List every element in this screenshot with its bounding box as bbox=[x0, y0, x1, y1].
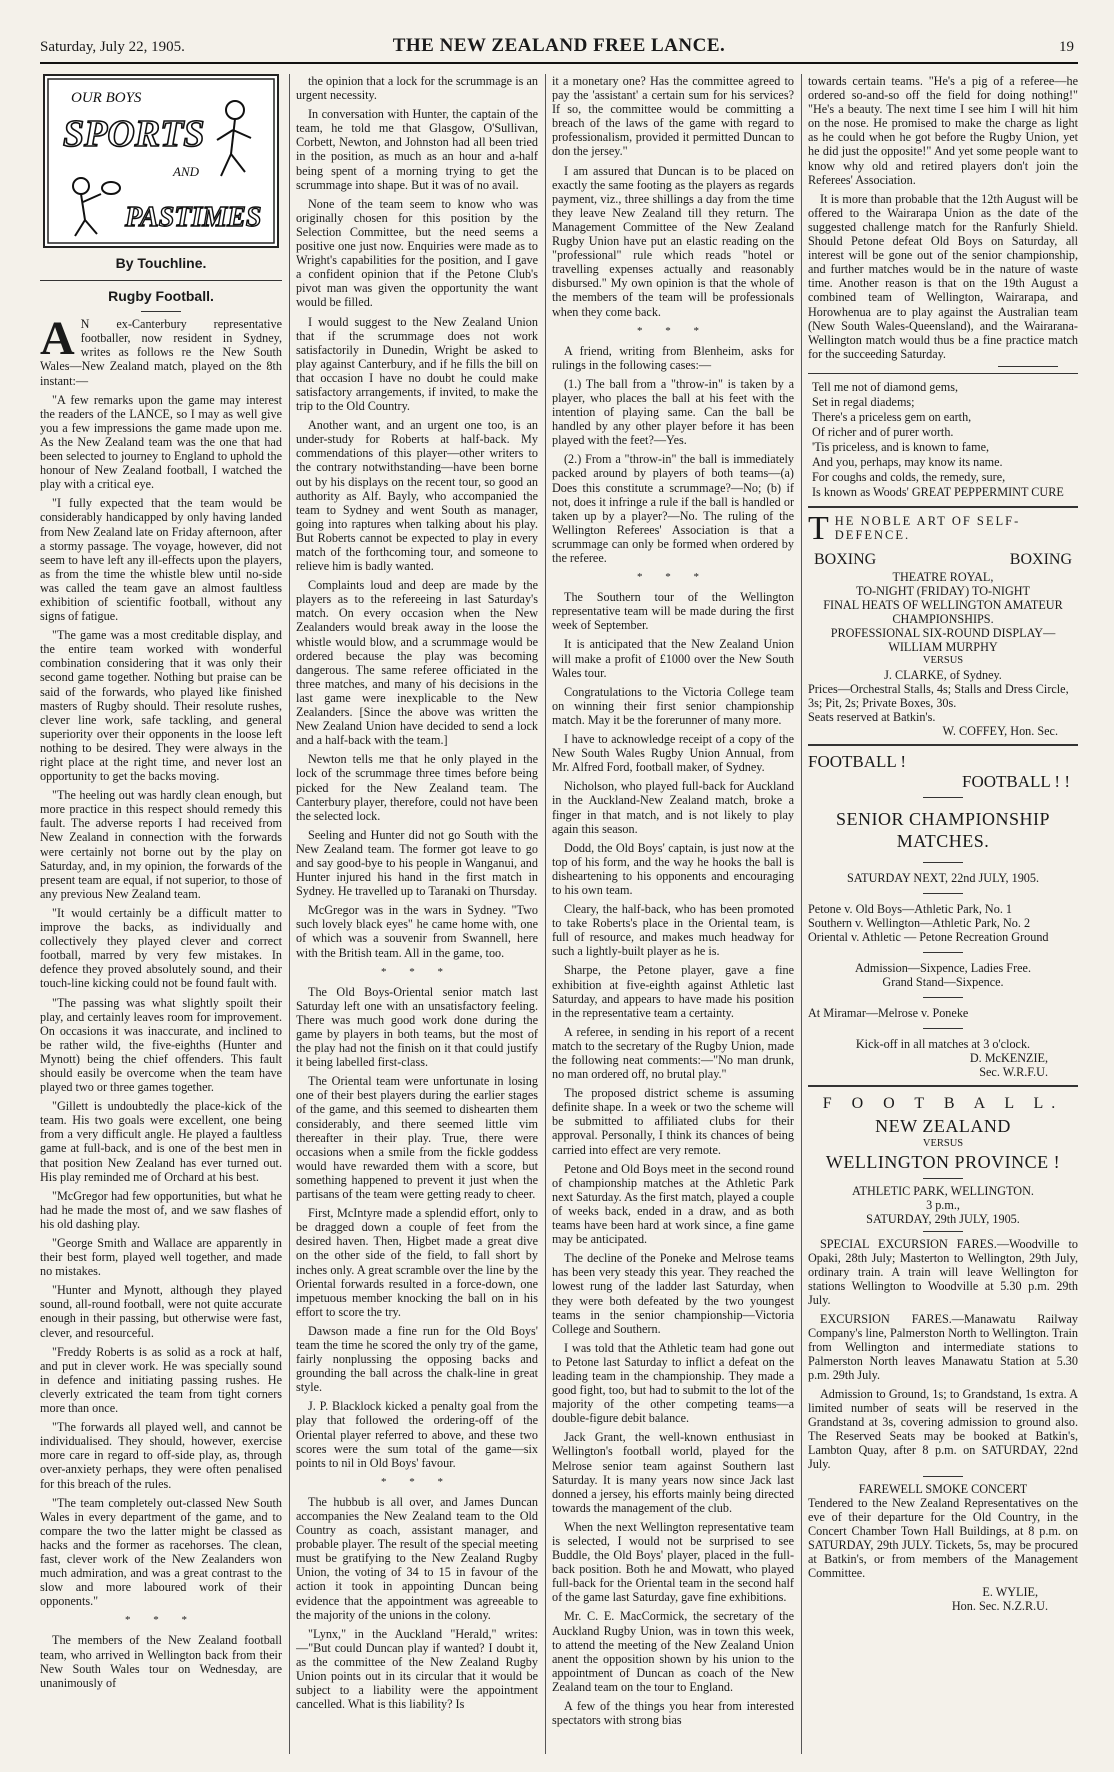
short-divider bbox=[923, 797, 963, 798]
boxing-secretary: W. COFFEY, Hon. Sec. bbox=[942, 723, 1058, 738]
paragraph: Nicholson, who played full-back for Auckland in the Auckland-New Zealand match, broke a finger in that match, and is not likely to play again this season. bbox=[552, 779, 794, 836]
section-heading: Rugby Football. bbox=[108, 288, 214, 305]
column-3 bbox=[552, 74, 794, 1754]
boxing-banner: BOXING BOXING bbox=[814, 550, 1072, 568]
column-4 bbox=[808, 74, 1078, 1754]
short-divider bbox=[923, 1476, 963, 1477]
boxing-venue: THEATRE ROYAL, bbox=[892, 569, 994, 584]
paragraph: "Freddy Roberts is as solid as a rock at half, and put in clever work. He was specially sound in defence and initiating passing rushes. He cleverly extricated the team from tight corners more than once. bbox=[40, 1344, 282, 1416]
paragraph: Seeling and Hunter did not go South with the New Zealand team. The former got leave to go and say good-bye to his people in Wanganui, and Hunter injured his hand in the first match in Sydney. He travelled up to Taranaki on Thursday. bbox=[296, 827, 538, 899]
paragraph: A few of the things you hear from interested spectators with strong bias bbox=[552, 1699, 794, 1728]
logo-bottom-text: PASTIMES bbox=[125, 202, 262, 233]
paragraph: A referee, in sending in his report of a recent match to the secretary of the Rugby Union, made the following neat comments:—"No man drunk, no man ordered off, no brutal play." bbox=[552, 1024, 794, 1082]
short-divider bbox=[923, 997, 963, 998]
paragraph: towards certain teams. "He's a pig of a referee—he ordered so-and-so off the field for doing nothing!" "He's a beauty. The next time I see him I will hit him on the nose. He promised to make the charge as light as he could when he got before the Rugby Union, yet he did just the opposite!" And yet some people want to know why old and retired players don't join the Referees' Association. bbox=[808, 74, 1078, 187]
paragraph: (2.) From a "throw-in" the ball is immediately packed around by players of both teams—(a) Does this constitute a scrummage?—No; (b) if not, does it infringe a rule if the ball is handled or taken up by a player?—No. The ruling of the Wellington Referees' Association is that a scrummage can only be formed when ordered by the referee. bbox=[552, 452, 794, 565]
fixture: Oriental v. Athletic — Petone Recreation Ground bbox=[808, 929, 1049, 944]
football-heading: F O O T B A L L. bbox=[822, 1094, 1064, 1112]
nz-v-wellington-advert bbox=[808, 1093, 1078, 1613]
paragraph: I would suggest to the New Zealand Union that if the scrummage does not work satisfactorily in Dunedin, Wright be asked to play against Canterbury, and if he fills the bill on that occasion I have no doubt he could make satisfactory arrangements, if invited, to make the trip to the Old Country. bbox=[296, 314, 538, 414]
logo-main-text: SPORTS bbox=[63, 113, 205, 155]
smoke-concert-title: FAREWELL SMOKE CONCERT bbox=[858, 1481, 1028, 1496]
smoke-concert-body: Tendered to the New Zealand Representatives on the eve of their departure for the Old Country, in the Concert Chamber Town Hall Buildings, at 8 p.m. on SATURDAY, 29th JULY. Tickets, 5s, may be procured at Batkin's, or from members of the Management Committee. bbox=[808, 1495, 1078, 1580]
column-divider bbox=[289, 74, 290, 1754]
paragraph: It is anticipated that the New Zealand Union will make a profit of £1000 over the New South Wales tour. bbox=[552, 637, 794, 680]
miramar-fixture: At Miramar—Melrose v. Poneke bbox=[808, 1005, 969, 1020]
short-divider bbox=[923, 893, 963, 894]
poem-line: Tell me not of diamond gems, bbox=[812, 379, 959, 394]
star-separator: * * * bbox=[637, 571, 709, 584]
match-date: SATURDAY, 29th JULY, 1905. bbox=[866, 1211, 1020, 1226]
paragraph: I have to acknowledge receipt of a copy of the New South Wales Rugby Union Annual, from Mr. Alfred Ford, football maker, of Sydney. bbox=[552, 732, 794, 775]
kickoff: Kick-off in all matches at 3 o'clock. bbox=[855, 1036, 1031, 1051]
paragraph: I was told that the Athletic team had gone out to Petone last Saturday to inflict a defeat on the leading team in the championship. They made a good fight, too, but had to submit to the lot of the majority of the other competing teams—a double-figure debit balance. bbox=[552, 1340, 794, 1426]
paragraph: Dawson made a fine run for the Old Boys' team the time he scored the only try of the game, fairly nonplussing the opposing backs and grounding the ball across the chalk-line in great style. bbox=[296, 1323, 538, 1395]
excursion-fares: EXCURSION FARES.—Manawatu Railway Company's line, Palmerston North to Wellington. Train from Wellington and intermediate stations to Palmerston North leaves Manawatu Station at 5.30 p.m. 29th July. bbox=[808, 1311, 1078, 1382]
article-rugby bbox=[40, 312, 282, 1690]
boxing-pro: PROFESSIONAL SIX-ROUND DISPLAY— bbox=[830, 625, 1056, 640]
lead-paragraph: A N ex-Canterbury representative footballer, now resident in Sydney, writes as follows re the New South Wales—New Zealand match, played on the 8th instant:— bbox=[40, 312, 282, 388]
paragraph: "The heeling out was hardly clean enough, but more practice in this respect should remedy this fault. The adverse reports I had received from New Zealand in connection with the forwards were certainly not borne out by the play on Saturday, and, in my opinion, the forwards of the present team are equal, if not superior, to those of any previous New Zealand team. bbox=[40, 788, 282, 901]
match-team-2: WELLINGTON PROVINCE ! bbox=[825, 1151, 1061, 1172]
peppermint-cure-advert bbox=[812, 380, 1078, 500]
paragraph: None of the team seem to know who was originally chosen for this position by the Selection Committee, but the need seems a positive one just now. Enquiries were made as to Wright's capabilities for the position, and I gave a confident opinion that if the Petone Club's pivot man was given the opportunity the want would be filled. bbox=[296, 196, 538, 310]
paragraph: "The team completely out-classed New South Wales in every department of the game, and to compare the two the latter might be classed as hacks and the former as racehorses. The clean, fast, clever work of the New Zealanders won much admiration, and was a great contrast to the slow and more laboured work of their opponents." bbox=[40, 1495, 282, 1609]
paragraph: "It would certainly be a difficult matter to improve the backs, as individually and collectively they played clever and correct football, marred by very few mistakes. In defence they proved absolutely sound, and their touch-line kicking could not be found fault with. bbox=[40, 905, 282, 991]
drop-cap: T bbox=[808, 509, 829, 547]
paragraph: Newton tells me that he only played in the lock of the scrummage three times before being picked for the New Zealand team. The Canterbury player, therefore, could not have been the selected lock. bbox=[296, 752, 538, 823]
paragraph: Mr. C. E. MacCormick, the secretary of the Auckland Rugby Union, was in town this week, to attend the meeting of the New Zealand Union anent the opposition shown by his union to the appointment of Duncan as coach of the New Zealand team on the tour to England. bbox=[552, 1609, 794, 1694]
paragraph: When the next Wellington representative team is selected, I would not be surprised to see Buddle, the Old Boys' player, placed in the full-back position. Both he and Mowatt, who played full-back for the Oriental team in the second half of the game last Saturday, gave fine exhibitions. bbox=[552, 1519, 794, 1605]
divider bbox=[808, 744, 1078, 746]
championship-subtitle: MATCHES. bbox=[896, 830, 990, 851]
paragraph: Congratulations to the Victoria College team on winning their first senior championship match. May it be the forerunner of many more. bbox=[552, 684, 794, 727]
match-time: 3 p.m., bbox=[926, 1197, 960, 1212]
paragraph: Jack Grant, the well-known enthusiast in Wellington's football world, played for the Melrose senior team against Southern last Saturday. It is many years now since Jack last donned a jersey, his efforts mainly being directed towards the management of the club. bbox=[552, 1430, 794, 1515]
short-divider bbox=[923, 862, 963, 863]
poem-line: For coughs and colds, the remedy, sure, bbox=[812, 469, 1006, 484]
match-venue: ATHLETIC PARK, WELLINGTON. bbox=[852, 1183, 1034, 1198]
short-divider bbox=[141, 311, 181, 312]
divider bbox=[808, 373, 1078, 374]
football-banner-left: FOOTBALL ! bbox=[808, 751, 907, 771]
paragraph: The members of the New Zealand football team, who arrived in Wellington back from their New South Wales tour on Wednesday, are unanimously of bbox=[40, 1633, 282, 1690]
short-divider bbox=[923, 952, 963, 953]
byline: By Touchline. bbox=[115, 255, 207, 271]
column-divider bbox=[545, 74, 546, 1754]
fixture: Southern v. Wellington—Athletic Park, No. 2 bbox=[808, 915, 1031, 930]
paragraph: Cleary, the half-back, who has been promoted to take Roberts's place in the Oriental team, is full of resource, and makes much headway for such a lightly-built player as he is. bbox=[552, 902, 794, 959]
paragraph: In conversation with Hunter, the captain of the team, he told me that Glasgow, O'Sullivan, Corbett, Newton, and Johnston had all been tried in the position, as much as an hour and a-half being spent of a morning trying to get the scrummage into shape. But it was of no avail. bbox=[296, 107, 538, 192]
paragraph: Complaints loud and deep are made by the players as to the refereeing in last Saturday's match. On every occasion when the New Zealanders would break away in the loose the whistle would blow, and a scrummage would be ordered because the play was becoming dangerous. The same referee officiated in the three matches, and many of his decisions in the last game were inexplicable to the New Zealanders. [Since the above was written the New Zealand Union have decided to send a lock and a half-back with the team.] bbox=[296, 578, 538, 748]
paragraph: Sharpe, the Petone player, gave a fine exhibition at five-eighth against Athletic last Saturday, and appears to have made his position in the representative team a certainty. bbox=[552, 963, 794, 1020]
paragraph: "McGregor had few opportunities, but what he had he made the most of, and we saw flashes of his old dashing play. bbox=[40, 1188, 282, 1231]
paragraph: "George Smith and Wallace are apparently in their best form, played well together, and made no mistakes. bbox=[40, 1236, 282, 1279]
poem-line: 'Tis priceless, and is known to fame, bbox=[812, 439, 990, 454]
paragraph: Petone and Old Boys meet in the second round of championship matches at the Athletic Park next Saturday. As the first match, played a couple of weeks back, ended in a draw, and as both teams have been hard at work since, a fine game may be anticipated. bbox=[552, 1161, 794, 1247]
championship-title: SENIOR CHAMPIONSHIP bbox=[835, 808, 1051, 829]
paragraph: "A few remarks upon the game may interest the readers of the LANCE, so I may as well give you a few impressions the game made upon me. As the New Zealand team was the one that had been selected to journey to England to uphold the honour of New Zealand football, I watched the play with a critical eye. bbox=[40, 392, 282, 492]
paragraph: The Old Boys-Oriental senior match last Saturday left one with an unsatisfactory feeling. There was much good work done during the game by players in both teams, but the most of the play had not the finish on it that could justify it being labelled first-class. bbox=[296, 984, 538, 1070]
issue-date: Saturday, July 22, 1905. bbox=[40, 39, 185, 55]
paragraph: "The forwards all played well, and cannot be individualised. They should, however, exercise more care in regard to off-side play, as, through over-anxiety perhaps, they were often penalised for this breach of the rules. bbox=[40, 1420, 282, 1491]
paragraph: Another want, and an urgent one too, is an under-study for Roberts at half-back. My commendations of this player—other writers to the contrary notwithstanding—have been borne out by his displays on the recent tour, so good an authority as Alf. Bayly, who accompanied the team to Sydney and went South as manager, going into raptures when talking about his play. But Roberts cannot be expected to play in every match of the forthcoming tour, and someone to relieve him is badly wanted. bbox=[296, 418, 538, 574]
paragraph: Dodd, the Old Boys' captain, is just now at the top of his form, and the way he hooks the ball is disheartening to his opponents and encouraging to his own team. bbox=[552, 840, 794, 897]
admission: Admission—Sixpence, Ladies Free. bbox=[854, 960, 1031, 975]
paragraph: J. P. Blacklock kicked a penalty goal from the play that followed the ordering-off of the Oriental player referred to above, and these two scores were the sum total of the game—six points to nil in Old Boys' favour. bbox=[296, 1399, 538, 1470]
masthead bbox=[40, 36, 1078, 64]
poem-line: Of richer and of purer worth. bbox=[812, 424, 954, 439]
paragraph: I am assured that Duncan is to be placed on exactly the same footing as the players as regards payment, viz., three shillings a day from the time they leave New Zealand till they return. The Management Committee of the New Zealand Rugby Union have put an elastic reading on the "professional" rule which reads "hotel or travelling expenses actually and reasonably disbursed." My own opinion is that the whole of the members of the team will be professionals when they come back. bbox=[552, 163, 794, 319]
grand-stand: Grand Stand—Sixpence. bbox=[882, 974, 1004, 989]
short-divider bbox=[998, 366, 1058, 367]
paragraph: A friend, writing from Blenheim, asks for rulings in the following cases:— bbox=[552, 343, 794, 372]
boxing-seats: Seats reserved at Batkin's. bbox=[808, 709, 936, 724]
paragraph: the opinion that a lock for the scrummage is an urgent necessity. bbox=[296, 74, 538, 103]
divider bbox=[40, 280, 282, 281]
boxing-advert bbox=[808, 509, 1078, 738]
paragraph: It is more than probable that the 12th August will be offered to the Wairarapa Union as the date of the suggested challenge match for the Ranfurly Shield. Should Petone defeat Old Boys on Saturday, all interest will be gone out of the senior championship, and further matches would be in the nature of waste time. Another reason is that on the 19th August a combined team of Wellington, Wairarapa, and Horowhenua are to play against the Australian team (New South Wales-Queensland), and the Wairarana-Wellington match would thus be a fine practice match for the succeeding Saturday. bbox=[808, 191, 1078, 361]
excursion-fares: SPECIAL EXCURSION FARES.—Woodville to Opaki, 28th July; Masterton to Wellington, 29th July, ordinary train. A train will leave Wellington for stations Wellington to Woodville at 5.30 p.m. 29th July. bbox=[808, 1236, 1078, 1307]
secretary-title: Sec. W.R.F.U. bbox=[979, 1064, 1048, 1079]
paragraph: The hubbub is all over, and James Duncan accompanies the New Zealand team to the Old Country as coach, assistant manager, and probable player. The result of the special meeting must be gratifying to the New Zealand Rugby Union, the voting of 34 to 15 in favour of the action it took in appointing Duncan being evidence that the appointment was agreeable to the majority of the unions in the colony. bbox=[296, 1494, 538, 1622]
divider bbox=[808, 506, 1078, 508]
paragraph: The Oriental team were unfortunate in losing one of their best players during the earlier stages of the game, and this seemed to dishearten them considerably, and there seemed little vim thereafter in their play. True, there were occasions when a smile from the fickle goddess would have rewarded them with a score, but something happened to prevent it just when the partisans of the team were getting ready to cheer. bbox=[296, 1074, 538, 1202]
column-divider bbox=[801, 74, 802, 1754]
boxing-fighter-2: J. CLARKE, of Sydney. bbox=[884, 667, 1002, 682]
poem-line: There's a priceless gem on earth, bbox=[812, 409, 972, 424]
secretary-title: Hon. Sec. N.Z.R.U. bbox=[951, 1598, 1048, 1613]
boxing-versus: VERSUS bbox=[922, 654, 964, 666]
newspaper-title: THE NEW ZEALAND FREE LANCE. bbox=[392, 35, 726, 56]
logo-top-text: OUR BOYS bbox=[71, 90, 142, 106]
paragraph: McGregor was in the wars in Sydney. "Two such lovely black eyes" he came home with, one of which was a souvenir from Swannell, here with the British team. All in the game, too. bbox=[296, 903, 538, 960]
paragraph: "Gillett is undoubtedly the place-kick of the team. His two goals were excellent, one being from a very difficult angle. He played a faultless game at full-back, and is one of the best men in that position New Zealand has ever turned out. His play reminded me of Orchard at his best. bbox=[40, 1099, 282, 1184]
divider bbox=[808, 1085, 1078, 1087]
paragraph: "Hunter and Mynott, although they played sound, all-round football, were not quite accurate enough in their passing, but otherwise were fast, clever, and resourceful. bbox=[40, 1283, 282, 1340]
fixture: Petone v. Old Boys—Athletic Park, No. 1 bbox=[808, 901, 1013, 916]
short-divider bbox=[923, 1231, 963, 1232]
star-separator: * * * bbox=[637, 324, 709, 337]
logo-and-text: AND bbox=[173, 164, 199, 179]
boxing-fighter-1: WILLIAM MURPHY bbox=[888, 639, 998, 654]
star-separator: * * * bbox=[381, 965, 453, 978]
drop-cap: A bbox=[40, 312, 75, 366]
page-number: 19 bbox=[1059, 39, 1074, 55]
column-1 bbox=[40, 74, 282, 1754]
boxing-title: T HE NOBLE ART OF SELF-DEFENCE. bbox=[808, 509, 1021, 547]
poem-line: Is known as Woods' GREAT PEPPERMINT CURE bbox=[812, 484, 1064, 499]
football-banner-right: FOOTBALL ! ! bbox=[962, 771, 1070, 791]
championship-date: SATURDAY NEXT, 22nd JULY, 1905. bbox=[846, 870, 1040, 885]
star-separator: * * * bbox=[125, 1614, 197, 1627]
paragraph: The proposed district scheme is assuming definite shape. In a week or two the scheme will be submitted to affiliated clubs for their approval. Personally, I think its chances of being carried into effect are very remote. bbox=[552, 1086, 794, 1157]
paragraph: it a monetary one? Has the committee agreed to pay the 'assistant' a certain sum for his services? If so, the committee would be committing a breach of the laws of the game with regard to professionalism, provided it permitted Duncan to don the jersey." bbox=[552, 74, 794, 159]
paragraph: The Southern tour of the Wellington representative team will be made during the first week of September. bbox=[552, 590, 794, 633]
star-separator: * * * bbox=[381, 1475, 453, 1488]
paragraph: "The passing was what slightly spoilt their play, and certainly leaves room for improvement. On occasions it was inaccurate, and inclined to be rather wild, the five-eighths (Hunter and Mynott) being the chief offenders. This fault should easily be overcome when the team have played two or three games together. bbox=[40, 995, 282, 1095]
short-divider bbox=[923, 1178, 963, 1179]
paragraph: (1.) The ball from a "throw-in" is taken by a player, who places the ball at his feet with the intention of playing same. Can the ball be handled by any other player before it has been played with the feet?—Yes. bbox=[552, 376, 794, 448]
paragraph: "Lynx," in the Auckland "Herald," writes:—"But could Duncan play if wanted? I doubt it, as the committee of the New Zealand Rugby Union points out in its circular that it would be subject to a liability were the appointment cancelled. What is this liability? Is bbox=[296, 1626, 538, 1712]
poem-line: And you, perhaps, may know its name. bbox=[812, 454, 1003, 469]
paragraph: "The game was a most creditable display, and the entire team worked with wonderful combination considering that it was only their second game together. Nothing but praise can be said of the forwards, who played like finished masters of Rugby should. Their resolute rushes, clever line work, safe tackling, and general superiority over their opponents in the loose left nothing to be desired. They were always in the right place at the right time, and never lost an opportunity to get the backs moving. bbox=[40, 628, 282, 784]
boxing-heats: FINAL HEATS OF WELLINGTON AMATEUR CHAMPIONSHIPS. bbox=[823, 597, 1063, 626]
paragraph: First, McIntyre made a splendid effort, only to be dragged down a couple of feet from the desired haven. Then, Higbet made a great dive on the other side of the field, to fall short by inches only. A great scramble over the line by the Oriental forwards resulted in a force-down, one impetuous member knocking the ball on in his effort to score the try. bbox=[296, 1206, 538, 1319]
short-divider bbox=[923, 1028, 963, 1029]
boxing-when: TO-NIGHT (FRIDAY) TO-NIGHT bbox=[855, 583, 1030, 598]
boxing-prices: Prices—Orchestral Stalls, 4s; Stalls and Dress Circle, 3s; Pit, 2s; Private Boxes, 30s. bbox=[808, 681, 1069, 710]
column-2 bbox=[296, 74, 538, 1754]
sports-and-pastimes-logo bbox=[43, 74, 279, 248]
match-team-1: NEW ZEALAND bbox=[875, 1115, 1011, 1136]
admission-info: Admission to Ground, 1s; to Grandstand, 1s extra. A limited number of seats will be reserved in the Grandstand at 3s, covering admission to ground also. The Reserved Seats may be booked at Batkin's, Lambton Quay, after 8 p.m. on SATURDAY, 22nd July. bbox=[808, 1386, 1078, 1471]
senior-championship-advert bbox=[808, 752, 1078, 1079]
paragraph: The decline of the Poneke and Melrose teams has been very steady this year. They reached the lowest rung of the ladder last Saturday, when they were both defeated by the two youngest teams in the senior championship—Victoria College and Southern. bbox=[552, 1251, 794, 1336]
secretary-name: E. WYLIE, bbox=[982, 1584, 1038, 1599]
match-versus: VERSUS bbox=[922, 1137, 964, 1149]
poem-line: Set in regal diadems; bbox=[812, 394, 915, 409]
secretary-name: D. McKENZIE, bbox=[969, 1050, 1048, 1065]
paragraph: "I fully expected that the team would be considerably handicapped by only having landed from New Zealand late on Friday afternoon, after a stormy passage. The voyage, however, did not seem to have left any ill-effects upon the players, as from the time the whistle blew until no-side was called the team gave an almost faultless exhibition of scientific football, without any signs of fatigue. bbox=[40, 496, 282, 624]
